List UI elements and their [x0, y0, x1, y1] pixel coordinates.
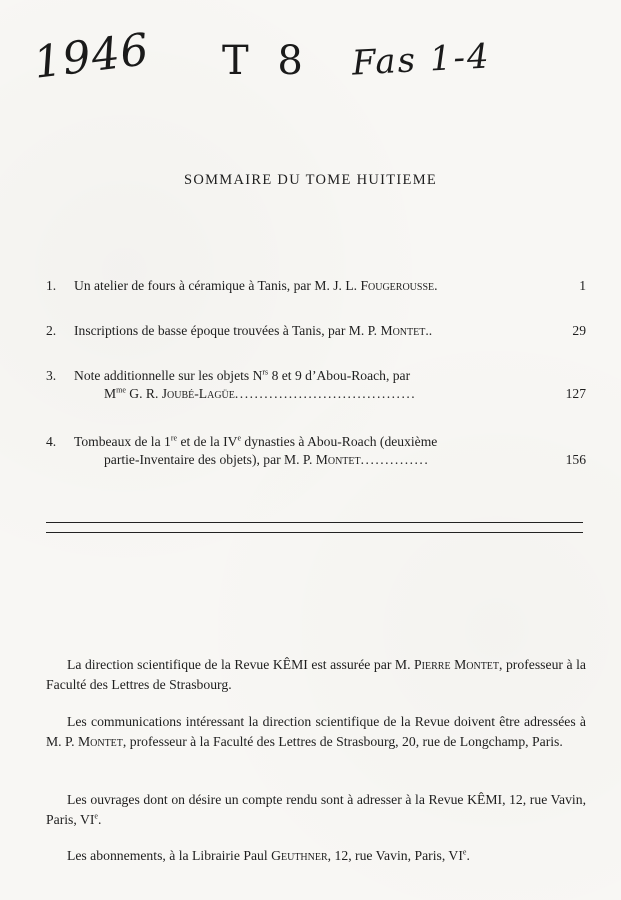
paragraph-ouvrages: [46, 790, 586, 830]
toc-title: Tombeaux de la 1: [74, 434, 171, 449]
toc-title-part: dynasties à Abou-Roach (deuxième: [241, 434, 438, 449]
paragraph-text: Les abonnements, à la Librairie Paul: [67, 848, 272, 863]
toc-superscript: me: [116, 385, 126, 395]
paragraph-text: Les ouvrages dont on désire un compte rendu sont à adresser à la Revue KÊMI, 12, rue Vavin, Paris, VI: [46, 792, 586, 827]
divider-rule-top: [46, 522, 583, 523]
paragraph-text: , professeur à la Faculté des Lettres de Strasbourg.: [46, 657, 586, 692]
handwritten-fascicles: Fas 1-4: [351, 36, 492, 84]
toc-title: Inscriptions de basse époque trouvées à Tanis, par M. P.: [74, 323, 381, 338]
page-title: SOMMAIRE DU TOME HUITIEME: [183, 172, 438, 188]
toc-author: Joubé-Lagüe: [161, 386, 235, 402]
toc-number: 3.: [46, 368, 57, 383]
toc-entry-continuation: [46, 451, 586, 469]
person-name: Montet: [77, 733, 123, 749]
toc-superscript: e: [237, 433, 241, 443]
toc-title: Note additionnelle sur les objets N: [74, 368, 263, 383]
toc-superscript: re: [170, 433, 178, 443]
toc-title-part: et de la IV: [177, 434, 238, 449]
paragraph-text: Les communications intéressant la direction scientifique de la Revue doivent être adressées à M. P.: [46, 714, 586, 749]
toc-page-number: 29: [572, 323, 586, 338]
paragraph-text: .: [466, 848, 470, 863]
toc-author: Montet: [315, 452, 361, 468]
person-name: Pierre Montet: [414, 657, 500, 672]
toc-page-number: 1: [579, 278, 586, 293]
superscript: e: [94, 811, 98, 821]
toc-dot-leader: .....................................: [234, 386, 417, 402]
toc-number: 4.: [46, 434, 57, 449]
paragraph-text: , 12, rue Vavin, Paris, VI: [327, 848, 463, 863]
toc-entry-line: [46, 277, 586, 295]
toc-author: Fougerousse.: [360, 278, 438, 293]
toc-title: Un atelier de fours à céramique à Tanis, par M. J. L.: [74, 278, 361, 293]
toc-entry-1: [46, 277, 586, 295]
toc-title-part: partie-Inventaire des objets), par M. P.: [104, 452, 316, 468]
toc-entry-line: [46, 367, 586, 385]
paragraph-communications: [46, 712, 586, 752]
toc-number: 1.: [46, 278, 57, 293]
toc-entry-4: [46, 433, 586, 470]
toc-page-number: 156: [565, 452, 586, 468]
paragraph-text: La direction scientifique de la Revue KÊMI est assurée par M.: [67, 657, 415, 672]
toc-superscript: rs: [262, 367, 269, 377]
toc-entry-line: [46, 433, 586, 451]
toc-dot-leader: ..............: [360, 452, 430, 468]
toc-entry-2: [46, 322, 586, 340]
paragraph-text: .: [97, 811, 102, 827]
toc-page-number: 127: [565, 386, 586, 402]
paragraph-direction: [46, 655, 586, 695]
paragraph-text: , professeur à la Faculté des Lettres de Strasbourg, 20, rue de Longchamp, Paris.: [122, 733, 563, 749]
toc-entry-3: [46, 367, 586, 404]
person-name: Geuthner: [271, 848, 328, 863]
toc-author: Montet..: [380, 323, 433, 338]
handwritten-tome: T 8: [222, 38, 311, 84]
toc-title-rest: 8 et 9 d’Abou-Roach, par: [268, 368, 411, 383]
toc-author-prefix: M: [104, 386, 117, 402]
toc-author-initials: G. R.: [125, 386, 162, 402]
paragraph-abonnements: [46, 846, 586, 866]
divider-rule-bottom: [46, 532, 583, 533]
toc-number: 2.: [46, 323, 57, 338]
toc-entry-continuation: [46, 385, 586, 403]
toc-entry-line: [46, 322, 586, 340]
handwritten-year: 1946: [30, 24, 153, 89]
superscript: e: [462, 847, 467, 857]
